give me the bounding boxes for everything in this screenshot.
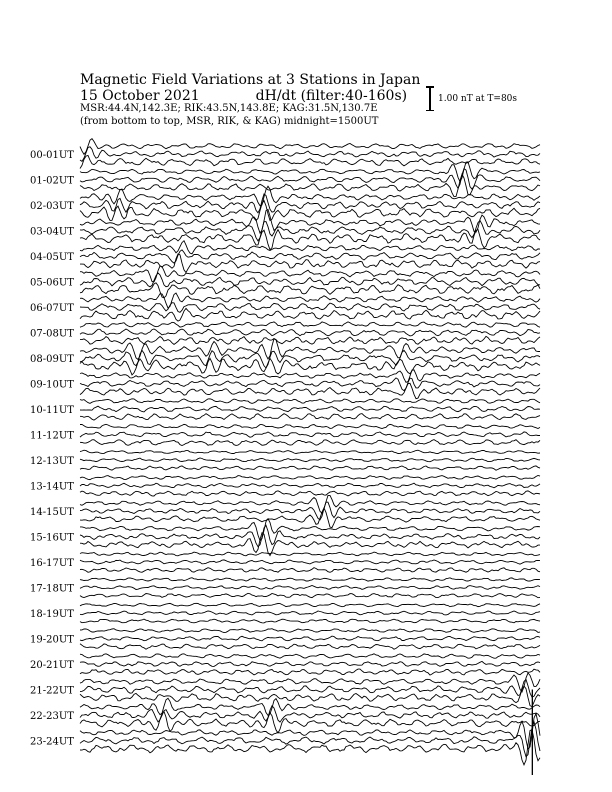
trace-msr-15-16UT <box>80 533 540 556</box>
trace-msr-10-11UT <box>80 414 540 421</box>
measure-text: dH/dt <box>255 88 297 104</box>
trace-rik-19-20UT <box>80 636 540 641</box>
trace-msr-17-18UT <box>80 593 540 597</box>
hour-label: 21-22UT <box>30 685 74 697</box>
hour-label: 11-12UT <box>30 430 74 442</box>
trace-kag-09-10UT <box>80 370 540 382</box>
hour-label: 01-02UT <box>30 175 74 187</box>
trace-msr-13-14UT <box>80 491 540 496</box>
hour-label: 10-11UT <box>30 405 74 416</box>
hour-label: 18-19UT <box>30 609 74 620</box>
chart-title: Magnetic Field Variations at 3 Stations in Japan <box>80 72 421 88</box>
hour-label: 22-23UT <box>30 711 74 722</box>
hour-label: 03-04UT <box>30 226 74 238</box>
order-line: (from bottom to top, MSR, RIK, & KAG) midnight=1500UT <box>80 116 379 127</box>
trace-rik-13-14UT <box>80 483 540 488</box>
trace-msr-14-15UT <box>80 508 540 528</box>
trace-kag-11-12UT <box>80 424 540 428</box>
hour-label: 16-17UT <box>30 558 74 569</box>
hour-label: 06-07UT <box>30 303 74 314</box>
hour-label: 02-03UT <box>30 201 74 212</box>
trace-kag-17-18UT <box>80 578 540 582</box>
hour-label: 05-06UT <box>30 277 74 289</box>
filter-text: (filter:40-160s) <box>300 88 408 104</box>
hour-label: 08-09UT <box>30 354 74 365</box>
trace-kag-07-08UT <box>80 322 540 327</box>
trace-rik-17-18UT <box>80 586 540 590</box>
trace-rik-18-19UT <box>80 611 540 615</box>
hour-label: 23-24UT <box>30 736 74 748</box>
trace-msr-19-20UT <box>80 644 540 649</box>
trace-rik-10-11UT <box>80 406 540 412</box>
hour-label: 09-10UT <box>30 379 74 391</box>
trace-msr-12-13UT <box>80 466 540 470</box>
trace-msr-05-06UT <box>80 283 540 298</box>
trace-msr-00-01UT <box>80 155 540 168</box>
trace-kag-10-11UT <box>80 399 540 404</box>
hour-label: 07-08UT <box>30 328 74 340</box>
hour-label: 17-18UT <box>30 583 74 595</box>
hour-label: 04-05UT <box>30 252 74 263</box>
hour-label: 12-13UT <box>30 456 74 467</box>
stations-line: MSR:44.4N,142.3E; RIK:43.5N,143.8E; KAG:31.5N,130.7E <box>80 103 378 114</box>
trace-kag-20-21UT <box>80 654 540 658</box>
hour-label: 19-20UT <box>30 634 74 646</box>
trace-kag-05-06UT <box>80 266 540 282</box>
trace-rik-05-06UT <box>80 273 540 287</box>
trace-msr-08-09UT <box>80 358 540 375</box>
hour-label: 00-01UT <box>30 150 74 161</box>
scale-label: 1.00 nT at T=80s <box>438 94 518 104</box>
trace-msr-18-19UT <box>80 619 540 623</box>
trace-msr-01-02UT <box>80 174 540 197</box>
hour-label: 20-21UT <box>30 660 74 671</box>
trace-rik-09-10UT <box>80 378 540 391</box>
date-text: 15 October 2021 <box>80 88 200 104</box>
trace-kag-19-20UT <box>80 629 540 633</box>
hour-label: 15-16UT <box>30 532 74 544</box>
trace-rik-20-21UT <box>80 661 540 666</box>
trace-rik-16-17UT <box>80 560 540 564</box>
trace-rik-07-08UT <box>80 329 540 336</box>
trace-msr-22-23UT <box>80 712 540 734</box>
trace-rik-00-01UT <box>80 147 540 162</box>
trace-kag-03-04UT <box>80 209 540 233</box>
trace-kag-13-14UT <box>80 476 540 480</box>
trace-kag-22-23UT <box>80 698 540 715</box>
trace-msr-16-17UT <box>80 568 540 573</box>
trace-msr-11-12UT <box>80 440 540 446</box>
hour-label: 14-15UT <box>30 507 74 518</box>
trace-rik-11-12UT <box>80 432 540 437</box>
trace-msr-23-24UT <box>80 730 540 765</box>
trace-rik-06-07UT <box>80 303 540 313</box>
trace-kag-18-19UT <box>80 603 540 606</box>
trace-kag-23-24UT <box>80 714 540 749</box>
trace-msr-07-08UT <box>80 336 540 344</box>
trace-kag-14-15UT <box>80 495 540 513</box>
trace-kag-12-13UT <box>80 450 540 453</box>
hour-label: 13-14UT <box>30 481 74 493</box>
trace-msr-20-21UT <box>80 669 540 675</box>
trace-kag-16-17UT <box>80 552 540 556</box>
trace-kag-00-01UT <box>80 139 540 155</box>
trace-rik-12-13UT <box>80 458 540 462</box>
